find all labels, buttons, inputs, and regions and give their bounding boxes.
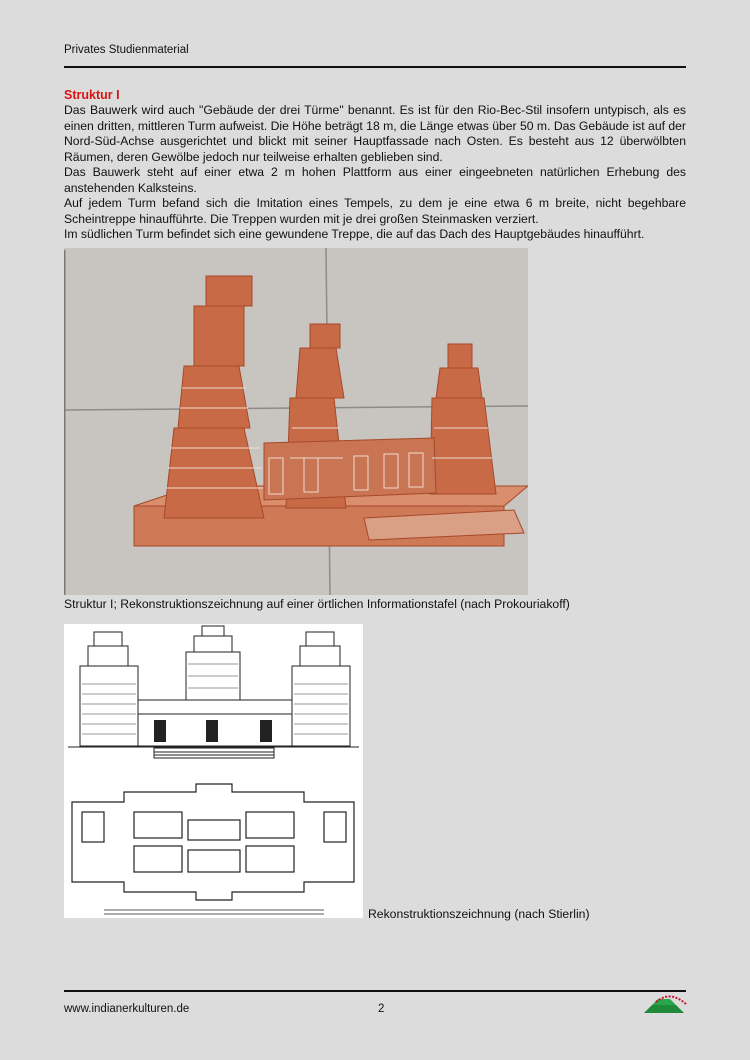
pyramid-logo-icon xyxy=(640,994,688,1014)
page-header: Privates Studienmaterial xyxy=(64,44,189,56)
section-title: Struktur I xyxy=(64,88,120,102)
paragraph: Das Bauwerk steht auf einer etwa 2 m hohen Plattform aus einer eingeebneten natürlichen Erhebung des anstehenden Kalksteins. xyxy=(64,165,686,195)
paragraph: Im südlichen Turm befindet sich eine gewundene Treppe, die auf das Dach des Hauptgebäudes hinaufführt. xyxy=(64,227,645,241)
photo-caption: Struktur I; Rekonstruktionszeichnung auf einer örtlichen Informationstafel (nach Prokouriakoff) xyxy=(64,597,570,611)
body-text xyxy=(64,103,686,243)
header-rule xyxy=(64,66,686,68)
paragraph: Das Bauwerk wird auch "Gebäude der drei Türme" benannt. Es ist für den Rio-Bec-Stil insofern untypisch, als es einen dritten, mittleren Turm aufweist. Die Höhe beträgt 18 m, die Länge etwas über 50 m. Das Gebäude ist auf der Nord-Süd-Achse ausgerichtet und blickt mit seiner Hauptfassade nach Osten. Es besteht aus 12 überwölbten Räumen, deren Gewölbe jedoch nur teilweise erhalten geblieben sind. xyxy=(64,103,686,164)
footer-url[interactable]: www.indianerkulturen.de xyxy=(64,1003,190,1015)
paragraph: Auf jedem Turm befand sich die Imitation eines Tempels, zu dem je eine etwa 6 m breite, nicht begehbare Scheintreppe hinaufführte. Die Treppen wurden mit je drei großen Steinmasken verziert. xyxy=(64,196,686,226)
info-panel-photo xyxy=(64,248,528,595)
drawing-caption: Rekonstruktionszeichnung (nach Stierlin) xyxy=(368,907,590,921)
page-number: 2 xyxy=(378,1003,385,1015)
reconstruction-drawing xyxy=(64,624,363,918)
footer-rule xyxy=(64,990,686,992)
